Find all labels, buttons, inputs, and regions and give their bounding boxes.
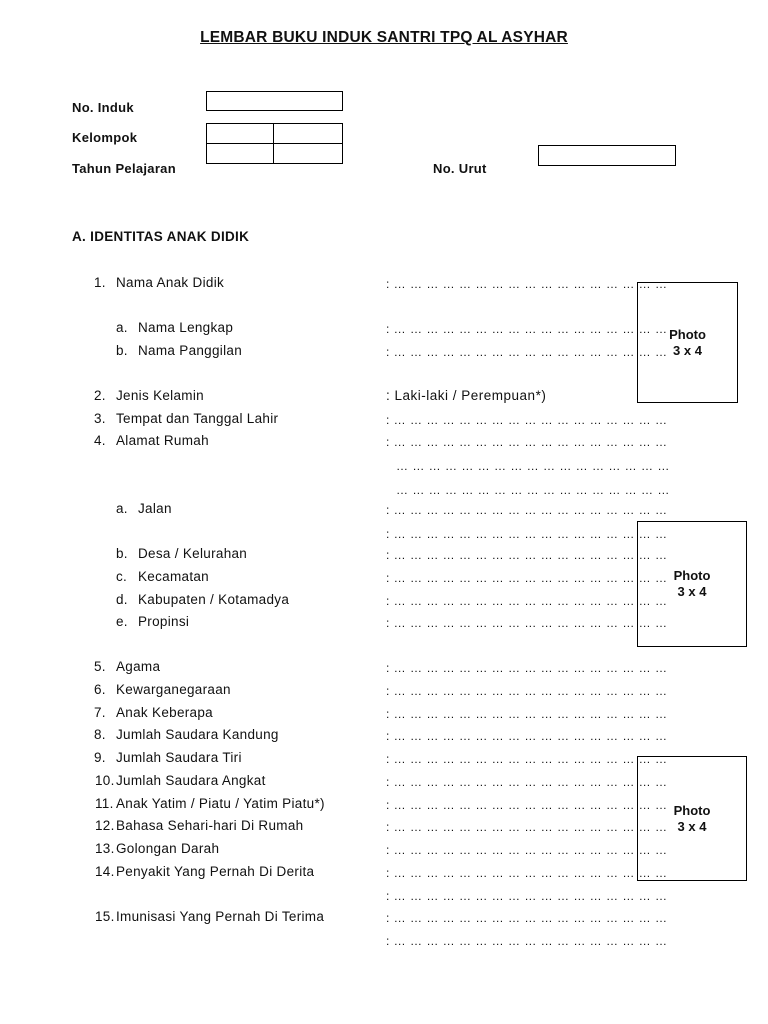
field-value[interactable]: : … … … … … … … … … … … … … … … … … (386, 798, 668, 812)
kelompok-label: Kelompok (72, 130, 138, 145)
field-number: 9. (94, 750, 106, 765)
field-label: Jumlah Saudara Angkat (116, 773, 266, 788)
field-number: 1. (94, 275, 106, 290)
photo-box-2 (637, 521, 747, 647)
field-label: Jenis Kelamin (116, 388, 204, 403)
field-value[interactable]: … … … … … … … … … … … … … … … … … (396, 459, 670, 473)
tahun-pelajaran-label: Tahun Pelajaran (72, 161, 176, 176)
field-label: Nama Lengkap (138, 320, 234, 335)
field-value[interactable]: : … … … … … … … … … … … … … … … … … (386, 911, 668, 925)
field-value[interactable]: : … … … … … … … … … … … … … … … … … (386, 934, 668, 948)
field-value[interactable]: : Laki-laki / Perempuan*) (386, 388, 547, 403)
field-label: Tempat dan Tanggal Lahir (116, 411, 279, 426)
field-value[interactable]: : … … … … … … … … … … … … … … … … … (386, 413, 668, 427)
photo-size: 3 x 4 (673, 342, 702, 358)
no-induk-box[interactable] (206, 91, 343, 111)
field-number: b. (116, 546, 128, 561)
field-label: Propinsi (138, 614, 190, 629)
field-label: Kewarganegaraan (116, 682, 231, 697)
field-number: e. (116, 614, 128, 629)
field-label: Kecamatan (138, 569, 209, 584)
field-label: Golongan Darah (116, 841, 220, 856)
no-urut-box[interactable] (538, 145, 676, 166)
field-value[interactable]: : … … … … … … … … … … … … … … … … … (386, 752, 668, 766)
field-number: 11. (95, 796, 114, 811)
field-number: 4. (94, 433, 106, 448)
field-label: Anak Yatim / Piatu / Yatim Piatu*) (116, 796, 325, 811)
field-value[interactable]: : … … … … … … … … … … … … … … … … … (386, 820, 668, 834)
field-number: 12. (95, 818, 115, 833)
photo-size: 3 x 4 (677, 818, 707, 834)
field-value[interactable]: : … … … … … … … … … … … … … … … … … (386, 548, 668, 562)
field-value[interactable]: : … … … … … … … … … … … … … … … … … (386, 729, 668, 743)
field-number: 2. (94, 388, 106, 403)
photo-label: Photo (673, 568, 711, 583)
field-number: 13. (95, 841, 115, 856)
field-value[interactable]: : … … … … … … … … … … … … … … … … … (386, 843, 668, 857)
field-number: 8. (94, 727, 106, 742)
field-label: Bahasa Sehari-hari Di Rumah (116, 818, 304, 833)
field-value[interactable]: : … … … … … … … … … … … … … … … … … (386, 866, 668, 880)
field-number: 3. (94, 411, 106, 426)
photo-label: Photo (669, 326, 706, 342)
field-label: Desa / Kelurahan (138, 546, 248, 561)
field-value[interactable]: : … … … … … … … … … … … … … … … … … (386, 322, 668, 336)
no-urut-label: No. Urut (433, 161, 487, 176)
field-number: 10. (95, 773, 115, 788)
field-label: Jumlah Saudara Kandung (116, 727, 279, 742)
field-label: Jumlah Saudara Tiri (116, 750, 242, 765)
field-value[interactable]: : … … … … … … … … … … … … … … … … … (386, 527, 668, 541)
field-number: 6. (94, 682, 106, 697)
field-label: Penyakit Yang Pernah Di Derita (116, 864, 315, 879)
field-number: 14. (95, 864, 115, 879)
field-value[interactable]: … … … … … … … … … … … … … … … … … (396, 483, 670, 497)
field-number: 5. (94, 659, 106, 674)
field-label: Nama Anak Didik (116, 275, 225, 290)
field-value[interactable]: : … … … … … … … … … … … … … … … … … (386, 435, 668, 449)
field-label: Jalan (138, 501, 172, 516)
field-number: 15. (95, 909, 115, 924)
field-number: 7. (94, 705, 106, 720)
field-value[interactable]: : … … … … … … … … … … … … … … … … … (386, 571, 668, 585)
field-label: Agama (116, 659, 161, 674)
field-label: Kabupaten / Kotamadya (138, 592, 290, 607)
field-number: d. (116, 592, 128, 607)
field-value[interactable]: : … … … … … … … … … … … … … … … … … (386, 594, 668, 608)
field-value[interactable]: : … … … … … … … … … … … … … … … … … (386, 277, 668, 291)
field-label: Alamat Rumah (116, 433, 209, 448)
field-number: c. (116, 569, 128, 584)
field-value[interactable]: : … … … … … … … … … … … … … … … … … (386, 775, 668, 789)
field-label: Anak Keberapa (116, 705, 213, 720)
field-value[interactable]: : … … … … … … … … … … … … … … … … … (386, 503, 668, 517)
field-label: Imunisasi Yang Pernah Di Terima (116, 909, 325, 924)
field-value[interactable]: : … … … … … … … … … … … … … … … … … (386, 684, 668, 698)
section-identitas-heading: A. IDENTITAS ANAK DIDIK (72, 229, 250, 244)
field-number: a. (116, 501, 128, 516)
document-title: LEMBAR BUKU INDUK SANTRI TPQ AL ASYHAR (200, 29, 568, 46)
photo-label: Photo (673, 802, 711, 818)
field-value[interactable]: : … … … … … … … … … … … … … … … … … (386, 707, 668, 721)
no-induk-label: No. Induk (72, 100, 134, 115)
kelompok-box-divider-h (206, 143, 343, 144)
kelompok-box-divider-v (273, 123, 274, 164)
photo-box-3 (637, 756, 747, 881)
field-value[interactable]: : … … … … … … … … … … … … … … … … … (386, 345, 668, 359)
field-number: a. (116, 320, 128, 335)
photo-box-1 (637, 282, 738, 403)
field-label: Nama Panggilan (138, 343, 243, 358)
field-number: b. (116, 343, 128, 358)
field-value[interactable]: : … … … … … … … … … … … … … … … … … (386, 616, 668, 630)
field-value[interactable]: : … … … … … … … … … … … … … … … … … (386, 889, 668, 903)
photo-size: 3 x 4 (677, 584, 707, 599)
field-value[interactable]: : … … … … … … … … … … … … … … … … … (386, 661, 668, 675)
